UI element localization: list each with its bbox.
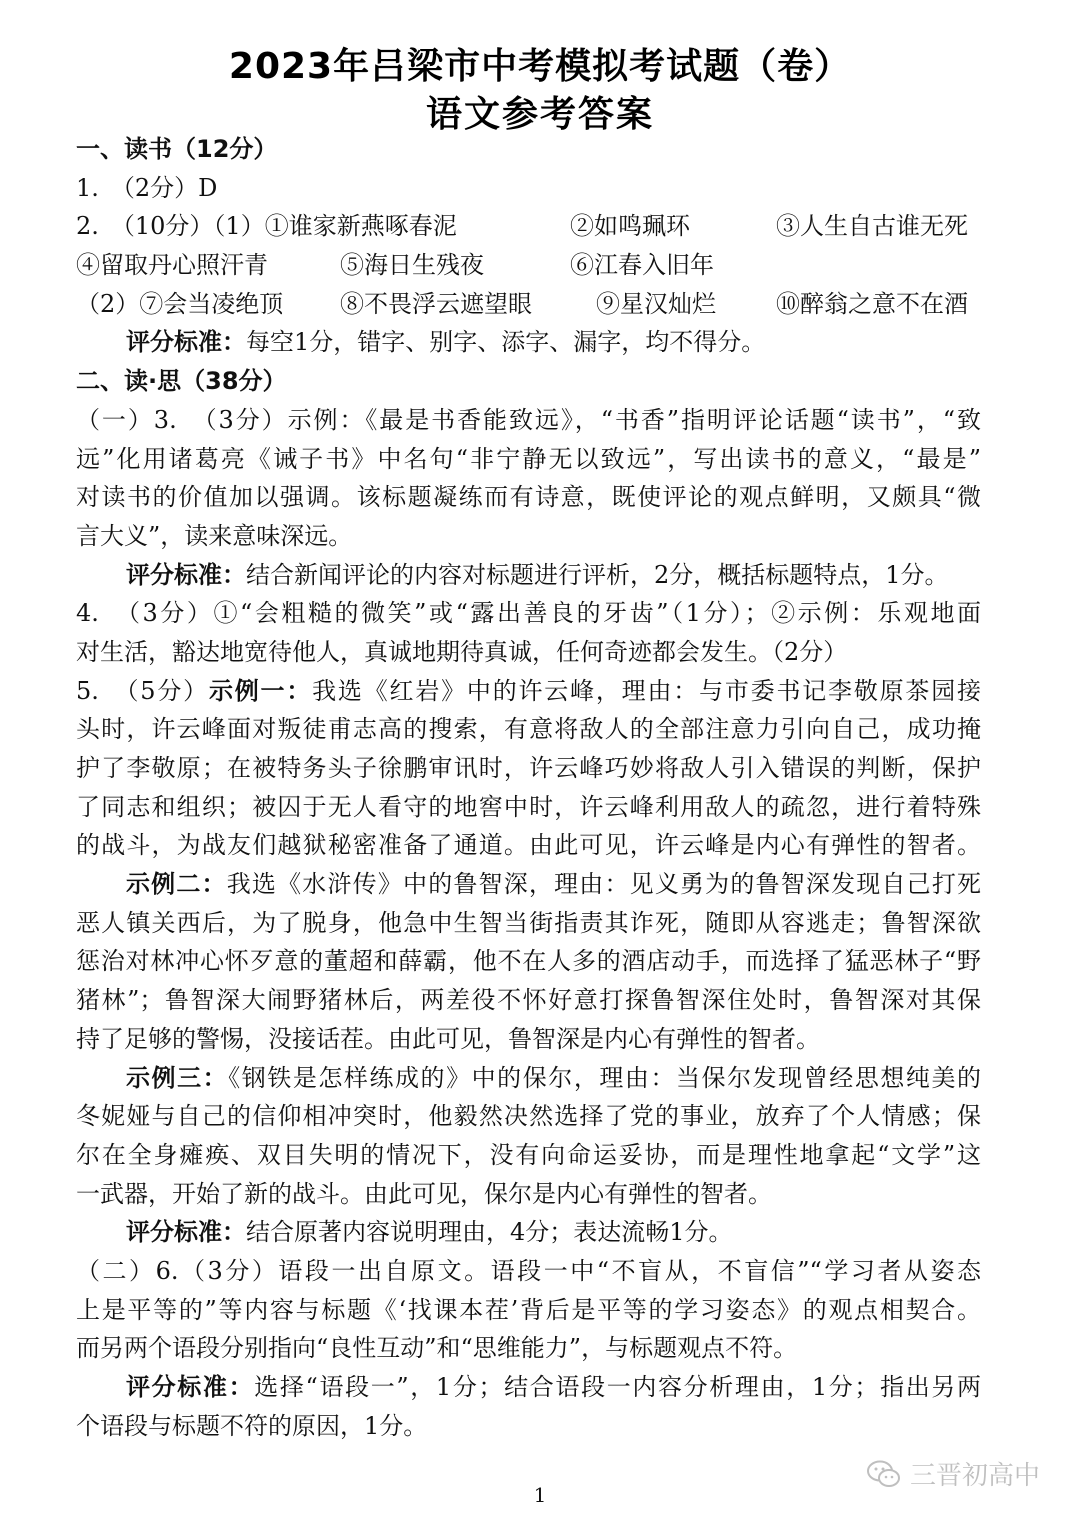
example1-text: 我选《红岩》中的许云峰，理由：与市委书记李敬原茶园接: [312, 676, 981, 705]
answer-q5-line: 恶人镇关西后，为了脱身，他急中生智当街指责其诈死，随即从容逃走；鲁智深欲: [76, 908, 981, 937]
page-number: 1: [533, 1483, 547, 1507]
answer-q6-line: 而另两个语段分别指向“良性互动”和“思维能力”，与标题观点不符。: [76, 1334, 798, 1363]
answer-q3-line: 远”化用诸葛亮《诫子书》中名句“非宁静无以致远”，写出读书的意义，“最是”: [76, 444, 981, 473]
example1-label: 示例一：: [208, 676, 313, 705]
scoring-text: 结合新闻评论的内容对标题进行评析，2分，概括标题特点，1分。: [246, 560, 949, 589]
answer-q5-line: 了同志和组织；被囚于无人看守的地窖中时，许云峰利用敌人的疏忽，进行着特殊: [76, 792, 981, 821]
answer-q5-line: 头时，许云峰面对叛徒甫志高的搜索，有意将敌人的全部注意力引向自己，成功掩: [76, 715, 981, 744]
scoring-standard-q6-cont: 个语段与标题不符的原因，1分。: [76, 1411, 428, 1440]
answer-q2-a8: ⑧不畏浮云遮望眼: [340, 289, 532, 318]
answer-content: [76, 130, 981, 1445]
answer-q2-a6: ⑥江春入旧年: [570, 251, 714, 280]
answer-q2-row2: [76, 246, 981, 285]
scoring-standard-q5: [76, 1213, 981, 1252]
scoring-standard-q2: [76, 323, 981, 362]
answer-q2-a10: ⑩醉翁之意不在酒: [776, 289, 968, 318]
answer-q5-example1-first: [76, 672, 981, 711]
answer-q5-prefix: 5. （5分）: [76, 676, 209, 705]
answer-q3-line: （一）3. （3分）示例：《最是书香能致远》，“书香”指明评论话题“读书”，“致: [76, 405, 981, 434]
example2-label: 示例二：: [126, 870, 227, 899]
answer-q5-line: 的战斗，为战友们越狱秘密准备了通道。由此可见，许云峰是内心有弹性的智者。: [76, 831, 981, 860]
answer-q5-line: 护了李敬原；在被特务头子徐鹏审讯时，许云峰巧妙将敌人引入错误的判断，保护: [76, 754, 981, 782]
answer-q2-a9: ⑨星汉灿烂: [596, 289, 716, 318]
scoring-label: 评分标准：: [126, 328, 246, 357]
example3-label: 示例三：: [126, 1063, 229, 1092]
scoring-text: 每空1分，错字、别字、添字、漏字，均不得分。: [246, 328, 766, 357]
document-subtitle: 语文参考答案: [425, 94, 654, 135]
answer-q2-a5: ⑤海日生残夜: [340, 251, 484, 280]
scoring-standard-q6: [76, 1368, 981, 1407]
answer-q2-row1: [76, 207, 981, 246]
scoring-text: 结合原著内容说明理由，4分；表达流畅1分。: [246, 1218, 733, 1247]
document-title: 2023年吕梁市中考模拟考试题（卷）: [228, 46, 852, 87]
answer-q5-line: 一武器，开始了新的战斗。由此可见，保尔是内心有弹性的智者。: [76, 1179, 772, 1208]
answer-q5-example2-first: [76, 865, 981, 904]
watermark-text: 三晋初高中: [910, 1461, 1041, 1491]
answer-q2-a1: 2. （10分）（1）①谁家新燕啄春泥: [76, 212, 457, 241]
answer-q3-line: 言大义”，读来意味深远。: [76, 521, 353, 550]
answer-q2-a2: ②如鸣珮环: [570, 212, 690, 241]
scoring-label: 评分标准：: [126, 1373, 255, 1401]
answer-q2-a3: ③人生自古谁无死: [776, 212, 968, 241]
answer-q5-line: 惩治对林冲心怀歹意的董超和薛霸，他不在人多的酒店动手，而选择了猛恶林子“野: [76, 947, 981, 976]
answer-q5-line: 尔在全身瘫痪、双目失明的情况下，没有向命运妥协，而是理性地拿起“文学”这: [76, 1140, 981, 1169]
answer-q6-line: 上是平等的”等内容与标题《‘找课本茬’背后是平等的学习姿态》的观点相契合。: [76, 1295, 981, 1324]
answer-q5-line: 持了足够的警惕，没接话茬。由此可见，鲁智深是内心有弹性的智者。: [76, 1024, 820, 1053]
answer-q2-row3: [76, 285, 981, 324]
answer-q5-line: 冬妮娅与自己的信仰相冲突时，他毅然决然选择了党的事业，放弃了个人情感；保: [76, 1102, 981, 1131]
answer-q4-line: 对生活，豁达地宽待他人，真诚地期待真诚，任何奇迹都会发生。（2分）: [76, 637, 848, 666]
answer-q3-line: 对读书的价值加以强调。该标题凝练而有诗意，既使评论的观点鲜明，又颇具“微: [76, 483, 981, 512]
answer-q5-example3-first: [76, 1059, 981, 1098]
answer-q4-line: 4. （3分）①“会粗糙的微笑”或“露出善良的牙齿”（1分）；②示例：乐观地面: [76, 599, 981, 628]
answer-q1: 1. （2分）D: [76, 173, 218, 202]
scoring-text: 选择“语段一”，1分；结合语段一内容分析理由，1分；指出另两: [254, 1373, 981, 1401]
answer-q5-line: 猪林”；鲁智深大闹野猪林后，两差役不怀好意打探鲁智深住处时，鲁智深对其保: [76, 986, 981, 1015]
example3-text: 《钢铁是怎样练成的》中的保尔，理由：当保尔发现曾经思想纯美的: [228, 1063, 981, 1092]
scoring-standard-q3: [76, 556, 981, 595]
answer-q2-a7: （2）⑦会当凌绝顶: [76, 289, 284, 318]
scoring-label: 评分标准：: [126, 1218, 246, 1247]
scoring-label: 评分标准：: [126, 560, 246, 589]
example2-text: 我选《水浒传》中的鲁智深，理由：见义勇为的鲁智深发现自己打死: [226, 870, 981, 899]
section-heading-reading-thinking: 二、读·思（38分）: [76, 367, 287, 396]
section-heading-reading: 一、读书（12分）: [76, 135, 278, 163]
answer-q6-line: （二）6.（3分）语段一出自原文。语段一中“不盲从，不盲信”“学习者从姿态: [76, 1256, 981, 1285]
answer-q2-a4: ④留取丹心照汗青: [76, 251, 268, 280]
